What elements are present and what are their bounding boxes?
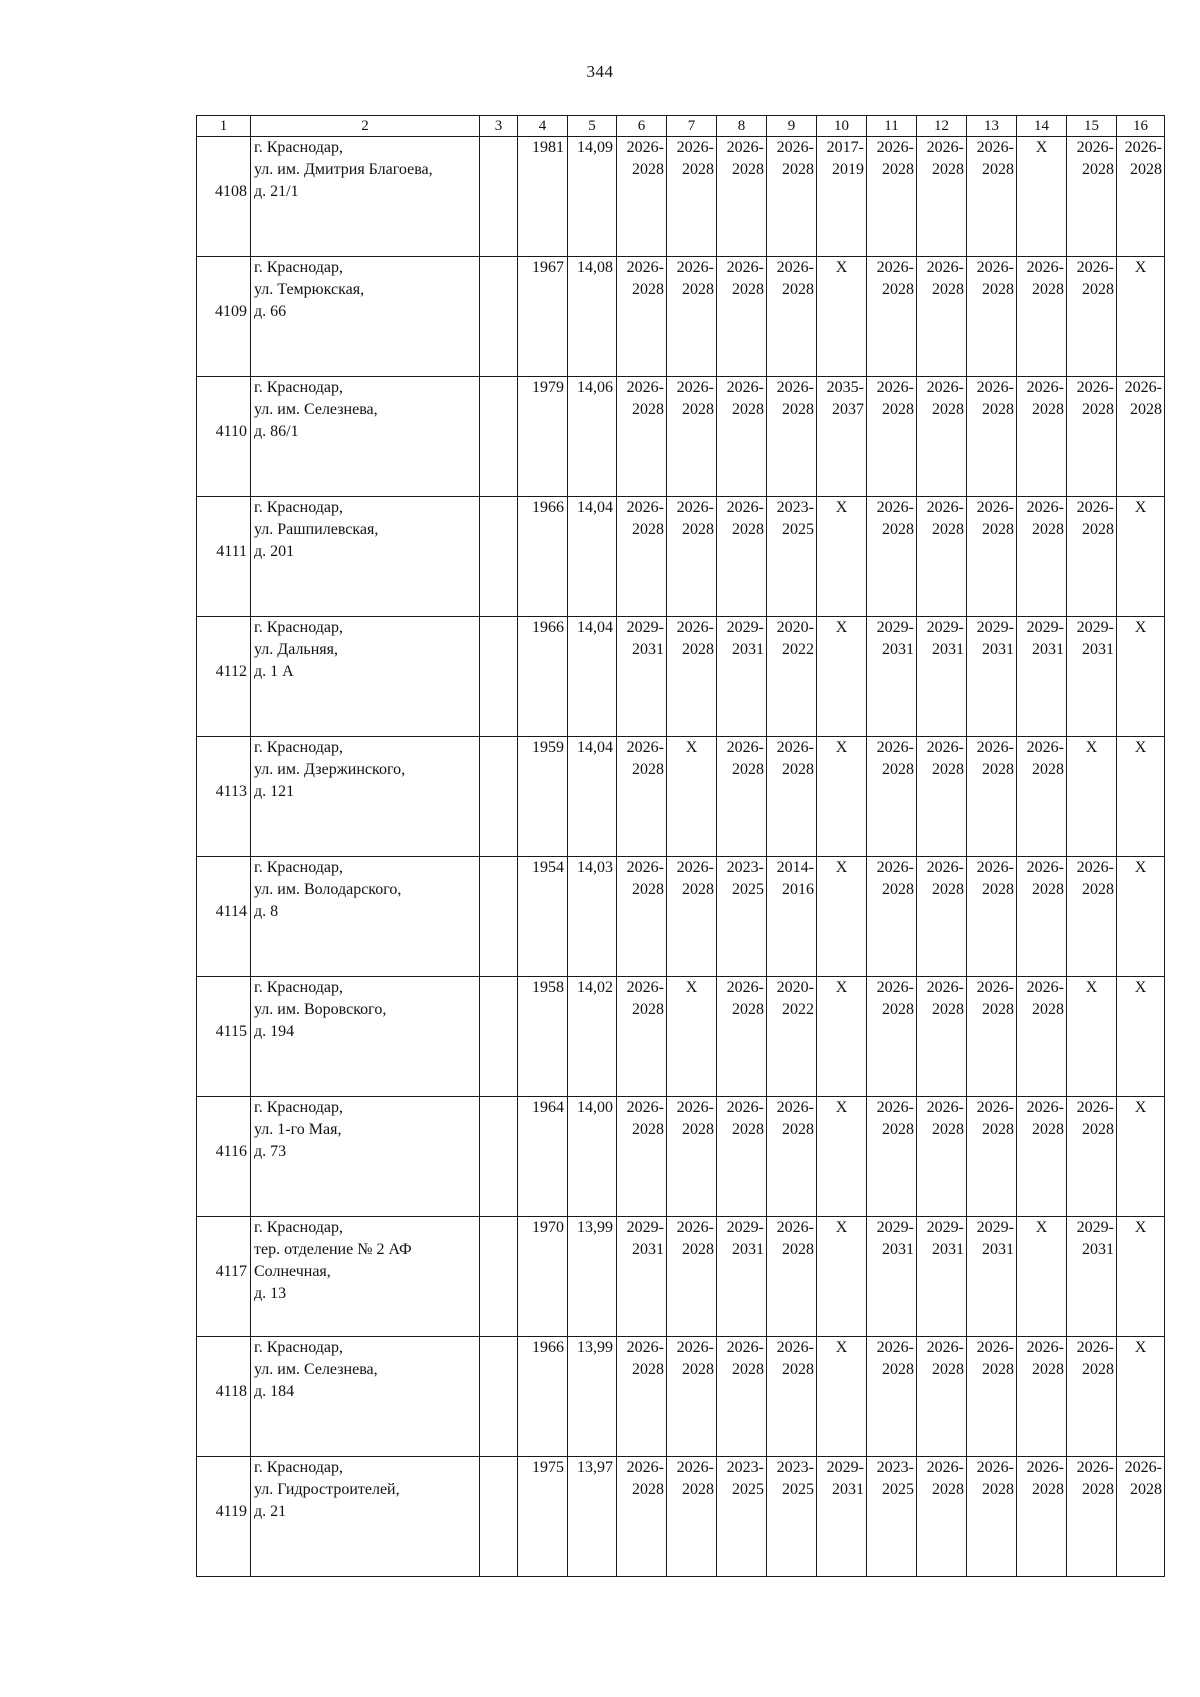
period-cell: 2026- 2028 [1017,857,1067,977]
period-cell: 2026- 2028 [767,137,817,257]
column-header: 8 [717,116,767,137]
period-cell: 2026- 2028 [667,377,717,497]
period-cell: 2026- 2028 [967,497,1017,617]
address-cell [251,257,480,377]
period-cell: X [817,977,867,1097]
column-header: 7 [667,116,717,137]
period-cell: 2026- 2028 [667,1097,717,1217]
address-text: г. Краснодар, ул. им. Володарского, д. 8 [254,859,402,920]
row-id: 4117 [215,1263,247,1280]
period-cell: 2026- 2028 [917,377,967,497]
period-cell: 2026- 2028 [867,1097,917,1217]
period-cell: 2026- 2028 [717,977,767,1097]
period-cell: 2026- 2028 [867,857,917,977]
period-cell: X [667,737,717,857]
table-row [197,857,1165,977]
period-cell: 2026- 2028 [917,1457,967,1577]
period-cell: 2020- 2022 [767,617,817,737]
period-cell: 2026- 2028 [1067,1457,1117,1577]
period-cell: 2029- 2031 [717,1217,767,1337]
page-number: 344 [586,62,614,81]
year-cell: 1958 [518,977,568,1097]
row-id-cell [197,1457,251,1577]
period-cell: 2023- 2025 [767,1457,817,1577]
row-id-cell [197,1097,251,1217]
row-id-cell [197,857,251,977]
value-cell: 14,09 [568,137,617,257]
period-cell: 2026- 2028 [1067,377,1117,497]
period-cell: X [1017,137,1067,257]
period-cell: 2020- 2022 [767,977,817,1097]
value-cell: 14,03 [568,857,617,977]
period-cell: 2026- 2028 [967,1457,1017,1577]
period-cell: 2026- 2028 [917,1337,967,1457]
period-cell: 2029- 2031 [1067,1217,1117,1337]
period-cell: 2026- 2028 [867,977,917,1097]
period-cell: 2026- 2028 [667,857,717,977]
value-cell: 14,04 [568,617,617,737]
year-cell: 1966 [518,1337,568,1457]
period-cell: 2026- 2028 [617,137,667,257]
year-cell: 1964 [518,1097,568,1217]
column-header: 12 [917,116,967,137]
period-cell: 2026- 2028 [1017,737,1067,857]
column-header: 10 [817,116,867,137]
period-cell: 2026- 2028 [1017,257,1067,377]
year-cell: 1979 [518,377,568,497]
period-cell: 2026- 2028 [1017,1457,1067,1577]
period-cell: 2026- 2028 [667,137,717,257]
address-cell [251,737,480,857]
address-cell [251,1457,480,1577]
period-cell: 2026- 2028 [1117,1457,1165,1577]
row-id-cell [197,977,251,1097]
table-row [197,1097,1165,1217]
year-cell: 1975 [518,1457,568,1577]
period-cell: 2026- 2028 [1067,1097,1117,1217]
address-text: г. Краснодар, ул. им. Воровского, д. 194 [254,979,387,1040]
row-id: 4118 [215,1383,247,1400]
period-cell: 2026- 2028 [917,977,967,1097]
period-cell: 2026- 2028 [917,857,967,977]
period-cell: 2026- 2028 [717,377,767,497]
column-3-cell [480,737,518,857]
value-cell: 14,04 [568,497,617,617]
period-cell: X [1117,1337,1165,1457]
period-cell: 2026- 2028 [767,737,817,857]
column-header: 16 [1117,116,1165,137]
column-header: 5 [568,116,617,137]
address-cell [251,617,480,737]
value-cell: 14,00 [568,1097,617,1217]
period-cell: X [1117,497,1165,617]
row-id: 4109 [215,303,247,320]
year-cell: 1981 [518,137,568,257]
period-cell: 2026- 2028 [967,257,1017,377]
column-header: 1 [197,116,251,137]
address-text: г. Краснодар, ул. им. Селезнева, д. 86/1 [254,379,378,440]
period-cell: 2026- 2028 [767,1217,817,1337]
period-cell: X [1117,977,1165,1097]
column-header: 4 [518,116,568,137]
value-cell: 13,97 [568,1457,617,1577]
row-id-cell [197,137,251,257]
table-row [197,1337,1165,1457]
address-cell [251,137,480,257]
table-row [197,1457,1165,1577]
year-cell: 1954 [518,857,568,977]
address-text: г. Краснодар, ул. им. Дмитрия Благоева, д. 21/1 [254,139,433,200]
column-3-cell [480,1217,518,1337]
period-cell: X [817,257,867,377]
column-3-cell [480,497,518,617]
period-cell: 2035- 2037 [817,377,867,497]
period-cell: 2026- 2028 [967,1337,1017,1457]
address-cell [251,377,480,497]
period-cell: 2026- 2028 [1117,137,1165,257]
year-cell: 1966 [518,497,568,617]
address-cell [251,497,480,617]
row-id-cell [197,257,251,377]
period-cell: 2026- 2028 [867,137,917,257]
period-cell: 2026- 2028 [867,737,917,857]
period-cell: 2023- 2025 [867,1457,917,1577]
column-header: 2 [251,116,480,137]
period-cell: 2026- 2028 [867,377,917,497]
period-cell: 2026- 2028 [1017,497,1067,617]
row-id: 4112 [215,663,247,680]
period-cell: 2029- 2031 [967,1217,1017,1337]
table-row [197,977,1165,1097]
period-cell: 2026- 2028 [667,617,717,737]
period-cell: 2026- 2028 [917,137,967,257]
value-cell: 14,04 [568,737,617,857]
period-cell: 2026- 2028 [717,137,767,257]
period-cell: 2026- 2028 [617,857,667,977]
row-id-cell [197,1337,251,1457]
period-cell: 2023- 2025 [717,857,767,977]
column-3-cell [480,977,518,1097]
period-cell: X [817,1097,867,1217]
address-text: г. Краснодар, ул. 1-го Мая, д. 73 [254,1099,343,1160]
period-cell: 2026- 2028 [1067,257,1117,377]
value-cell: 14,06 [568,377,617,497]
table-row [197,1217,1165,1337]
period-cell: 2014- 2016 [767,857,817,977]
period-cell: 2029- 2031 [1067,617,1117,737]
row-id-cell [197,737,251,857]
period-cell: 2026- 2028 [967,137,1017,257]
address-cell [251,1097,480,1217]
period-cell: 2026- 2028 [667,497,717,617]
period-cell: X [1117,857,1165,977]
period-cell: 2026- 2028 [1067,137,1117,257]
table-row [197,377,1165,497]
period-cell: 2026- 2028 [1067,1337,1117,1457]
period-cell: 2023- 2025 [717,1457,767,1577]
period-cell: X [817,1217,867,1337]
period-cell: 2026- 2028 [917,737,967,857]
address-text: г. Краснодар, ул. им. Селезнева, д. 184 [254,1339,378,1400]
column-3-cell [480,1097,518,1217]
period-cell: 2026- 2028 [617,257,667,377]
period-cell: X [817,857,867,977]
period-cell: 2026- 2028 [867,497,917,617]
period-cell: 2026- 2028 [1067,497,1117,617]
address-text: г. Краснодар, ул. им. Дзержинского, д. 121 [254,739,406,800]
row-id-cell [197,617,251,737]
period-cell: 2023- 2025 [767,497,817,617]
year-cell: 1967 [518,257,568,377]
period-cell: X [1067,977,1117,1097]
period-cell: X [817,497,867,617]
table-row [197,617,1165,737]
period-cell: 2029- 2031 [917,617,967,737]
period-cell: 2026- 2028 [617,497,667,617]
period-cell: 2026- 2028 [617,977,667,1097]
period-cell: 2026- 2028 [617,1097,667,1217]
address-cell [251,977,480,1097]
table-row [197,257,1165,377]
period-cell: 2026- 2028 [867,257,917,377]
period-cell: 2026- 2028 [967,377,1017,497]
period-cell: 2026- 2028 [967,1097,1017,1217]
table-row [197,737,1165,857]
period-cell: 2026- 2028 [617,1337,667,1457]
period-cell: 2029- 2031 [967,617,1017,737]
row-id: 4115 [215,1023,247,1040]
year-cell: 1959 [518,737,568,857]
period-cell: 2026- 2028 [767,377,817,497]
period-cell: 2026- 2028 [967,737,1017,857]
period-cell: 2026- 2028 [667,257,717,377]
column-3-cell [480,857,518,977]
period-cell: X [1117,737,1165,857]
period-cell: 2029- 2031 [1017,617,1067,737]
table-row [197,497,1165,617]
value-cell: 14,02 [568,977,617,1097]
address-cell [251,1337,480,1457]
period-cell: 2026- 2028 [717,1337,767,1457]
period-cell: 2029- 2031 [717,617,767,737]
header-row [197,116,1165,137]
period-cell: 2026- 2028 [617,1457,667,1577]
period-cell: 2026- 2028 [667,1457,717,1577]
year-cell: 1970 [518,1217,568,1337]
address-cell [251,857,480,977]
period-cell: 2026- 2028 [967,977,1017,1097]
period-cell: 2029- 2031 [617,617,667,737]
period-cell: 2029- 2031 [617,1217,667,1337]
row-id-cell [197,1217,251,1337]
column-3-cell [480,377,518,497]
period-cell: 2026- 2028 [767,1097,817,1217]
period-cell: X [817,1337,867,1457]
register-table [196,115,1165,1577]
column-3-cell [480,1337,518,1457]
period-cell: 2026- 2028 [1017,1337,1067,1457]
period-cell: 2026- 2028 [867,1337,917,1457]
period-cell: X [817,737,867,857]
address-text: г. Краснодар, ул. Гидростроителей, д. 21 [254,1459,400,1520]
period-cell: 2026- 2028 [1117,377,1165,497]
period-cell: 2026- 2028 [917,257,967,377]
row-id: 4114 [215,903,247,920]
period-cell: X [1117,1217,1165,1337]
period-cell: 2026- 2028 [917,1097,967,1217]
period-cell: X [1117,617,1165,737]
period-cell: 2026- 2028 [717,1097,767,1217]
period-cell: X [1117,1097,1165,1217]
column-3-cell [480,1457,518,1577]
column-header: 11 [867,116,917,137]
value-cell: 13,99 [568,1337,617,1457]
period-cell: 2026- 2028 [1017,977,1067,1097]
row-id-cell [197,377,251,497]
row-id-cell [197,497,251,617]
value-cell: 13,99 [568,1217,617,1337]
column-header: 6 [617,116,667,137]
period-cell: X [1067,737,1117,857]
period-cell: 2026- 2028 [967,857,1017,977]
period-cell: X [667,977,717,1097]
column-header: 9 [767,116,817,137]
address-text: г. Краснодар, ул. Дальняя, д. 1 А [254,619,343,680]
period-cell: X [817,617,867,737]
period-cell: 2026- 2028 [667,1337,717,1457]
period-cell: 2017- 2019 [817,137,867,257]
row-id: 4116 [215,1143,247,1160]
column-header: 15 [1067,116,1117,137]
period-cell: 2026- 2028 [767,1337,817,1457]
row-id: 4111 [216,543,247,560]
table-row [197,137,1165,257]
column-header: 14 [1017,116,1067,137]
period-cell: 2026- 2028 [717,497,767,617]
column-3-cell [480,617,518,737]
row-id: 4113 [215,783,247,800]
period-cell: 2029- 2031 [917,1217,967,1337]
period-cell: 2026- 2028 [1017,377,1067,497]
period-cell: 2026- 2028 [1017,1097,1067,1217]
period-cell: 2026- 2028 [1067,857,1117,977]
period-cell: 2029- 2031 [867,1217,917,1337]
column-header: 3 [480,116,518,137]
row-id: 4108 [215,183,247,200]
row-id: 4119 [215,1503,247,1520]
value-cell: 14,08 [568,257,617,377]
period-cell: 2026- 2028 [717,257,767,377]
year-cell: 1966 [518,617,568,737]
column-3-cell [480,257,518,377]
period-cell: 2026- 2028 [717,737,767,857]
period-cell: 2029- 2031 [817,1457,867,1577]
period-cell: X [1017,1217,1067,1337]
address-text: г. Краснодар, тер. отделение № 2 АФ Солнечная, д. 13 [254,1219,412,1302]
address-text: г. Краснодар, ул. Рашпилевская, д. 201 [254,499,379,560]
period-cell: 2026- 2028 [617,377,667,497]
period-cell: 2026- 2028 [917,497,967,617]
address-text: г. Краснодар, ул. Темрюкская, д. 66 [254,259,365,320]
column-header: 13 [967,116,1017,137]
period-cell: X [1117,257,1165,377]
period-cell: 2029- 2031 [867,617,917,737]
period-cell: 2026- 2028 [667,1217,717,1337]
period-cell: 2026- 2028 [617,737,667,857]
address-cell [251,1217,480,1337]
row-id: 4110 [215,423,247,440]
column-3-cell [480,137,518,257]
period-cell: 2026- 2028 [767,257,817,377]
